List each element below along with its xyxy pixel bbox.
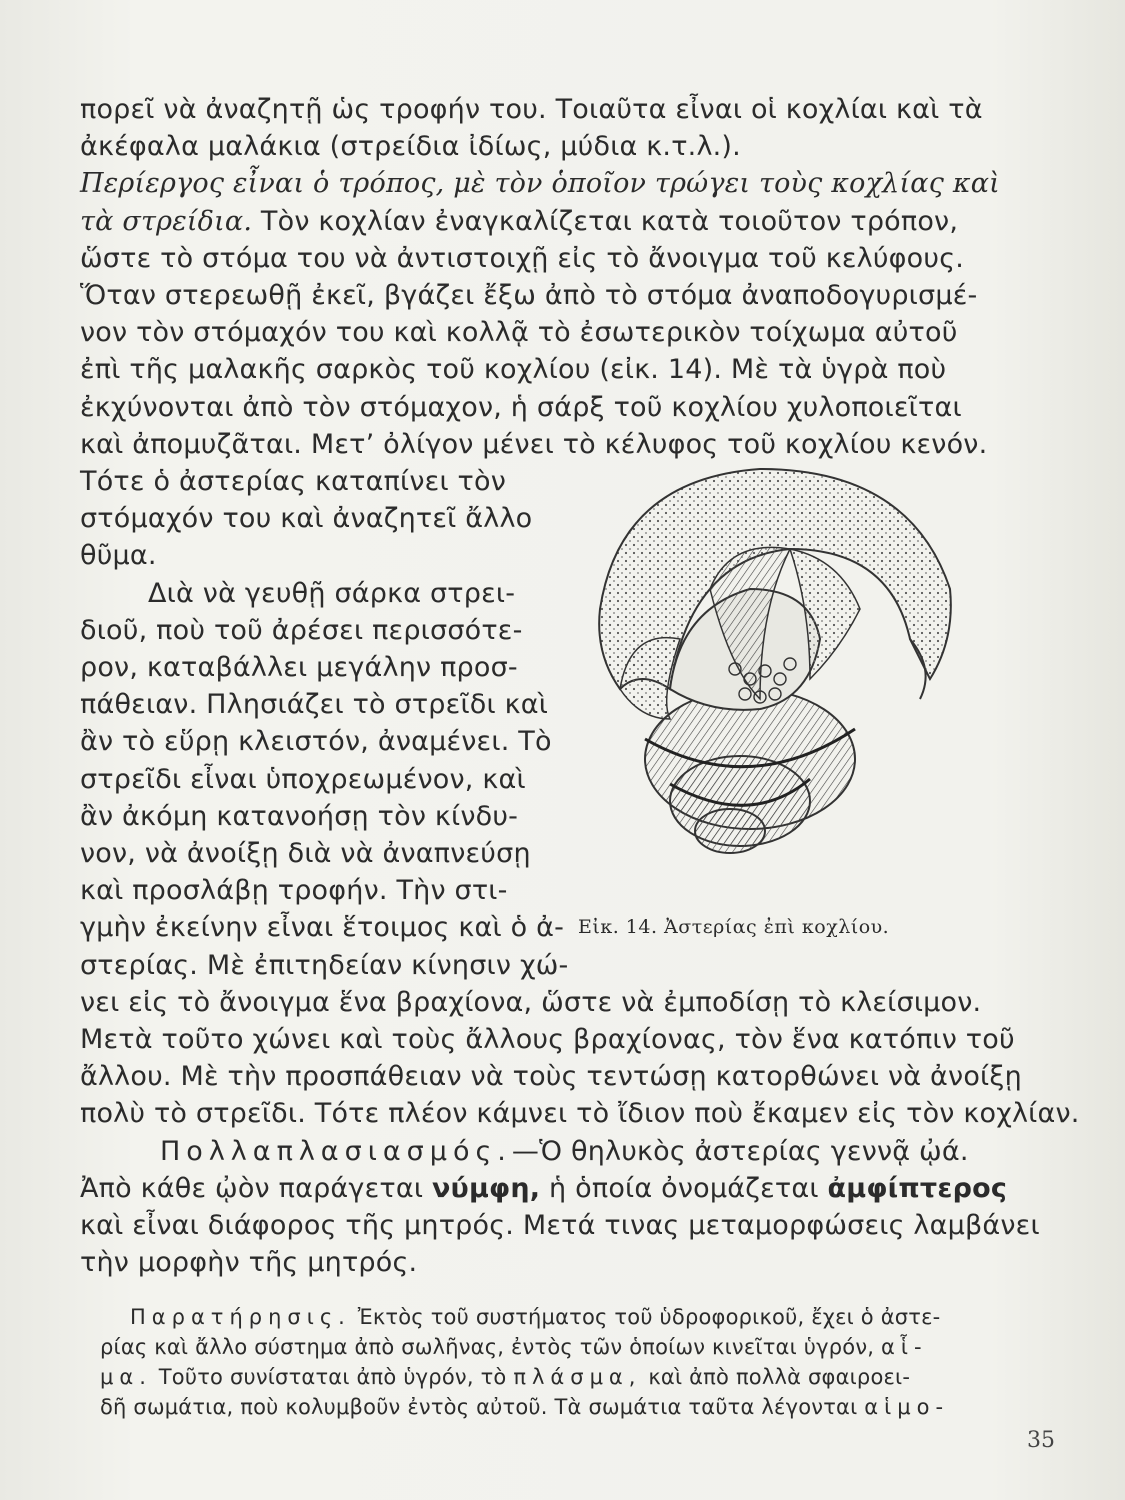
text-line: τὴν μορφὴν τῆς μητρός.: [80, 1247, 418, 1279]
text-line: ἐπὶ τῆς μαλακῆς σαρκὸς τοῦ κοχλίου (εἰκ. 14). Μὲ τὰ ὑγρὰ ποὺ: [80, 354, 947, 386]
note-line: [100, 1392, 950, 1422]
section-heading-line: Πολλαπλασιασμός.—Ὁ θηλυκὸς ἀστερίας γεννᾷ ᾠά.: [160, 1135, 969, 1167]
text-line: Διὰ νὰ γευθῇ σάρκα στρει-: [148, 577, 516, 609]
text-line: πάθειαν. Πλησιάζει τὸ στρεῖδι καὶ: [80, 689, 549, 721]
text-line: Μετὰ τοῦτο χώνει καὶ τοὺς ἄλλους βραχίονας, τὸν ἕνα κατόπιν τοῦ: [80, 1024, 1015, 1055]
text-line: νον τὸν στόμαχόν του καὶ κολλᾷ τὸ ἐσωτερικὸν τοίχωμα αὐτοῦ: [80, 317, 958, 349]
note-text: δῆ σωμάτια, ποὺ κολυμβοῦν ἐντὸς αὐτοῦ. Τὰ σωμάτια ταῦτα λέγονται: [100, 1395, 865, 1420]
note-text: ρίας καὶ ἄλλο σύστημα ἀπὸ σωλῆνας, ἐντὸς τῶν ὁποίων κινεῖται ὑγρόν,: [100, 1335, 882, 1360]
note-text: καὶ ἀπὸ πολλὰ σφαιροει-: [641, 1365, 911, 1390]
note-line: [100, 1362, 935, 1392]
page-number: 35: [1027, 1428, 1055, 1454]
spaced-term: αἱμο-: [864, 1395, 950, 1420]
text-line: Ἀπὸ κάθε ᾠὸν παράγεται νύμφη, ἡ ὁποία ὀνομάζεται ἀμφίπτερος: [80, 1172, 1008, 1204]
spaced-term: Παρατήρησις.: [130, 1305, 351, 1330]
text-line: στόμαχόν του καὶ ἀναζητεῖ ἄλλο: [80, 503, 533, 535]
spaced-term: πλάσμα,: [513, 1365, 642, 1390]
text-line: διοῦ, ποὺ τοῦ ἀρέσει περισσότε-: [80, 614, 523, 646]
text-line: καὶ ἀπομυζᾶται. Μετ’ ὀλίγον μένει τὸ κέλυφος τοῦ κοχλίου κενόν.: [80, 428, 988, 460]
spaced-term: μα.: [100, 1365, 152, 1390]
text-line: ἂν ἀκόμη κατανοήσῃ τὸν κίνδυ-: [80, 800, 519, 832]
text-line: ὥστε τὸ στόμα του νὰ ἀντιστοιχῇ εἰς τὸ ἄνοιγμα τοῦ κελύφους.: [80, 242, 965, 274]
text-line: στερίας. Μὲ ἐπιτηδείαν κίνησιν χώ-: [80, 949, 569, 981]
text-line: θῦμα.: [80, 540, 157, 572]
text-line: ρον, καταβάλλει μεγάλην προσ-: [80, 652, 518, 683]
text-line: καὶ προσλάβῃ τροφήν. Τὴν στι-: [80, 875, 508, 907]
text-line: γμὴν ἐκείνην εἶναι ἕτοιμος καὶ ὁ ἀ-: [80, 912, 565, 944]
starfish: [599, 469, 951, 719]
note-line: [100, 1332, 935, 1362]
text-line: ἐκχύνονται ἀπὸ τὸν στόμαχον, ἡ σάρξ τοῦ κοχλίου χυλοποιεῖται: [80, 391, 962, 423]
figure-caption: Εἰκ. 14. Ἀστερίας ἐπὶ κοχλίου.: [578, 916, 890, 939]
text-line: νει εἰς τὸ ἄνοιγμα ἕνα βραχίονα, ὥστε νὰ ἐμποδίσῃ τὸ κλείσιμον.: [80, 986, 982, 1018]
text-line: ἀκέφαλα μαλάκια (στρείδια ἰδίως, μύδια κ.τ.λ.).: [80, 131, 741, 163]
text-line: νον, νὰ ἀνοίξῃ διὰ νὰ ἀναπνεύσῃ: [80, 838, 531, 869]
text-line: Ὅταν στερεωθῇ ἐκεῖ, βγάζει ἔξω ἀπὸ τὸ στόμα ἀναποδογυρισμέ-: [80, 280, 978, 311]
text-line: καὶ εἶναι διάφορος τῆς μητρός. Μετά τινας μεταμορφώσεις λαμβάνει: [80, 1210, 1040, 1241]
text-line: Τότε ὁ ἀστερίας καταπίνει τὸν: [80, 466, 507, 497]
spaced-term: αἷ-: [881, 1335, 928, 1360]
text-line: στρεῖδι εἶναι ὑποχρεωμένον, καὶ: [80, 763, 526, 795]
snail-shell: [645, 689, 855, 853]
note-text: Ἐκτὸς τοῦ συστήματος τοῦ ὑδροφορικοῦ, ἔχει ὁ ἀστε-: [350, 1305, 941, 1330]
text-line: πορεῖ νὰ ἀναζητῇ ὡς τροφήν του. Τοιαῦτα εἶναι οἱ κοχλίαι καὶ τὰ: [80, 94, 983, 125]
note-text: Τοῦτο συνίσταται ἀπὸ ὑγρόν, τὸ: [151, 1365, 514, 1390]
text-line: ἄλλου. Μὲ τὴν προσπάθειαν νὰ τοὺς τεντώσῃ κατορθώνει νὰ ἀνοίξῃ: [80, 1061, 1022, 1093]
text-line: πολὺ τὸ στρεῖδι. Τότε πλέον κάμνει τὸ ἴδιον ποὺ ἔκαμεν εἰς τὸν κοχλίαν.: [80, 1098, 1080, 1130]
text-line: Περίεργος εἶναι ὁ τρόπος, μὲ τὸν ὁποῖον τρώγει τοὺς κοχλίας καὶ: [80, 168, 1000, 200]
note-line: [130, 1302, 965, 1332]
text-line: τὰ στρείδια. Τὸν κοχλίαν ἐναγκαλίζεται κατὰ τοιοῦτον τρόπον,: [80, 205, 959, 237]
starfish-on-snail-illustration: [560, 439, 980, 859]
text-line: ἂν τὸ εὕρῃ κλειστόν, ἀναμένει. Τὸ: [80, 726, 552, 758]
